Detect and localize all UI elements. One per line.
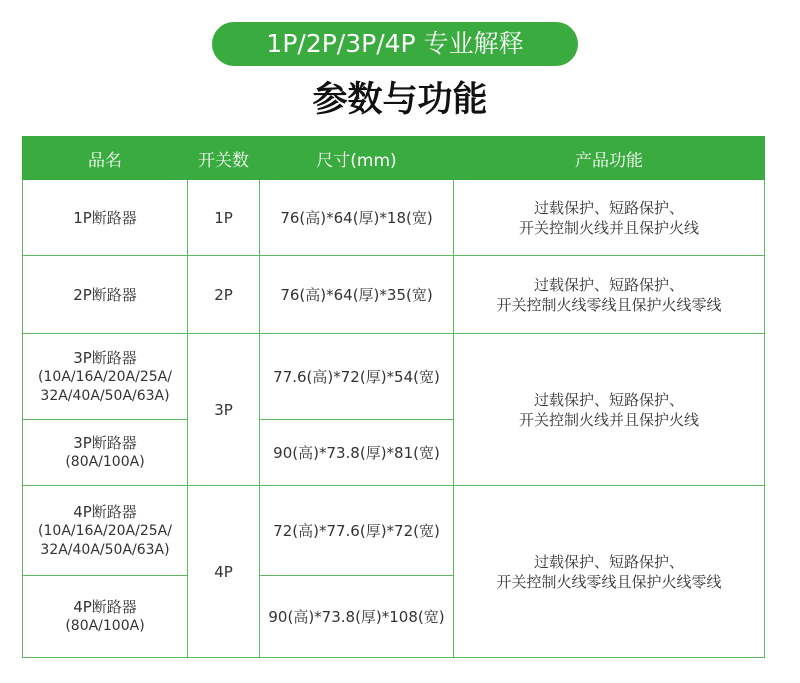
- function-line: 开关控制火线零线且保护火线零线: [496, 572, 722, 591]
- product-name: 1P断路器: [23, 180, 188, 256]
- table-row: [23, 180, 765, 256]
- product-name: 4P断路器: [73, 502, 137, 521]
- product-name-cell: [23, 420, 188, 486]
- current-range: 32A/40A/50A/63A): [40, 541, 170, 558]
- pole-count: 2P: [188, 256, 260, 334]
- dimensions: 90(高)*73.8(厚)*81(宽): [260, 420, 454, 486]
- pole-count: 3P: [188, 334, 260, 486]
- table-row: [23, 486, 765, 576]
- current-range: (10A/16A/20A/25A/: [38, 368, 172, 385]
- current-range: (80A/100A): [65, 618, 145, 634]
- section-badge: 1P/2P/3P/4P 专业解释: [212, 22, 578, 66]
- product-name: 3P断路器: [73, 348, 137, 367]
- current-range: (80A/100A): [65, 454, 145, 470]
- header-function: 产品功能: [454, 137, 765, 180]
- function-line: 开关控制火线零线且保护火线零线: [496, 295, 722, 314]
- dimensions: 77.6(高)*72(厚)*54(宽): [260, 334, 454, 420]
- dimensions: 76(高)*64(厚)*18(宽): [260, 180, 454, 256]
- function-cell: [454, 486, 765, 658]
- table-row: [23, 334, 765, 420]
- dimensions: 76(高)*64(厚)*35(宽): [260, 256, 454, 334]
- table-header-row: [23, 137, 765, 180]
- function-line: 过载保护、短路保护、: [533, 198, 684, 217]
- pole-count: 1P: [188, 180, 260, 256]
- function-line: 过载保护、短路保护、: [533, 390, 684, 409]
- current-range: (10A/16A/20A/25A/: [38, 522, 172, 539]
- function-line: 开关控制火线并且保护火线: [518, 218, 699, 237]
- product-name: 2P断路器: [23, 256, 188, 334]
- product-name-cell: [23, 334, 188, 420]
- header-poles: 开关数: [188, 137, 260, 180]
- product-name: 3P断路器: [73, 434, 137, 452]
- header-size: 尺寸(mm): [260, 137, 454, 180]
- function-cell: [454, 334, 765, 486]
- function-line: 过载保护、短路保护、: [533, 275, 684, 294]
- current-range: 32A/40A/50A/63A): [40, 387, 170, 404]
- product-name-cell: [23, 576, 188, 658]
- dimensions: 90(高)*73.8(厚)*108(宽): [260, 576, 454, 658]
- pole-count: 4P: [188, 486, 260, 658]
- function-cell: [454, 180, 765, 256]
- function-line: 开关控制火线并且保护火线: [518, 410, 699, 429]
- spec-table: [22, 136, 765, 658]
- page-title: 参数与功能: [312, 80, 488, 120]
- table-row: [23, 256, 765, 334]
- product-name: 4P断路器: [73, 598, 137, 616]
- function-cell: [454, 256, 765, 334]
- header-name: 品名: [23, 137, 188, 180]
- product-name-cell: [23, 486, 188, 576]
- function-line: 过载保护、短路保护、: [533, 552, 684, 571]
- dimensions: 72(高)*77.6(厚)*72(宽): [260, 486, 454, 576]
